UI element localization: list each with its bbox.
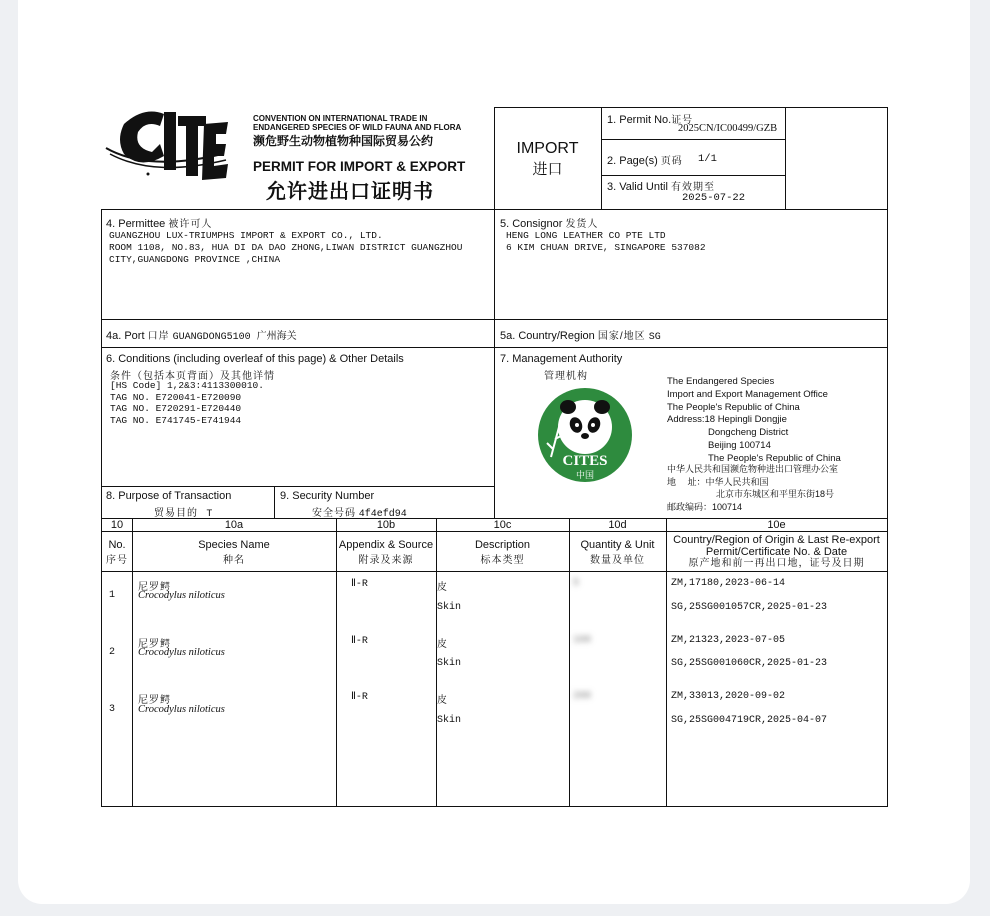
conditions-label-cn: 条件（包括本页背面）及其他详情	[110, 371, 275, 382]
permit-title-cn: 允许进出口证明书	[266, 181, 434, 203]
row-species-cn: 尼罗鳄	[138, 582, 171, 593]
col-num-10b: 10b	[376, 519, 396, 531]
row-origin: ZM,33013,2020-09-02	[671, 691, 786, 702]
security-label: 9. Security Number	[280, 490, 375, 502]
header-origin: Country/Region of Origin & Last Re-export Permit/Certificate No. & Date 原产地和前一再出口地，证号及日期	[673, 534, 880, 569]
authority-address-en: The Endangered Species Import and Export Management Office The People's Republic of China Address:18 Hepingli Dongjie Dongcheng District Beijing 100714 The People's Republic of China	[667, 376, 841, 464]
pages-value: 1/1	[698, 153, 717, 165]
permit-no-value: 2025CN/IC00499/GZB	[678, 123, 778, 134]
row-appendix: Ⅱ-R	[351, 636, 368, 647]
header-description: Description 标本类型	[474, 539, 531, 566]
row-no: 2	[109, 647, 116, 658]
purpose-label: 8. Purpose of Transaction	[106, 490, 232, 502]
cites-logo	[104, 104, 236, 184]
country-field: 5a. Country/Region 国家/地区 SG	[500, 330, 661, 343]
row-desc-en: Skin	[437, 602, 462, 613]
header-appendix: Appendix & Source 附录及来源	[338, 539, 434, 566]
row-quantity: 100	[573, 635, 592, 646]
seal-text: CITES	[562, 453, 608, 469]
row-origin: ZM,21323,2023-07-05	[671, 635, 786, 646]
col-num-10a: 10a	[224, 519, 244, 531]
row-appendix: Ⅱ-R	[351, 692, 368, 703]
row-desc-cn: 皮	[437, 695, 447, 706]
security-value: 安全号码 4f4efd94	[312, 508, 407, 520]
row-species: Crocodylus niloticus	[138, 647, 225, 658]
seal-sub: 中国	[575, 471, 595, 481]
row-origin: ZM,17180,2023-06-14	[671, 578, 786, 589]
row-species: Crocodylus niloticus	[138, 704, 225, 715]
row-species-cn: 尼罗鳄	[138, 639, 171, 650]
row-desc-en: Skin	[437, 658, 462, 669]
row-desc-cn: 皮	[437, 582, 447, 593]
authority-label-cn: 管理机构	[544, 371, 588, 382]
row-species: Crocodylus niloticus	[138, 590, 225, 601]
col-num-10e: 10e	[767, 519, 786, 531]
convention-text: CONVENTION ON INTERNATIONAL TRADE IN ENDANGERED SPECIES OF WILD FAUNA AND FLORA	[253, 114, 462, 132]
col-num-10c: 10c	[493, 519, 512, 531]
permit-title-en: PERMIT FOR IMPORT & EXPORT	[253, 159, 466, 174]
purpose-value: 贸易目的 T	[154, 508, 213, 520]
port-field: 4a. Port 口岸 GUANGDONG5100 广州海关	[106, 330, 297, 343]
row-reexport: SG,25SG001060CR,2025-01-23	[671, 658, 828, 669]
permit-type: IMPORT 进口	[516, 140, 579, 178]
col-num-10: 10	[110, 519, 124, 531]
header-species: Species Name 种名	[198, 539, 270, 566]
valid-until-value: 2025-07-22	[682, 192, 746, 204]
row-quantity: 200	[573, 691, 592, 702]
authority-label: 7. Management Authority	[500, 353, 623, 365]
row-no: 3	[109, 704, 116, 715]
conditions-label: 6. Conditions (including overleaf of this page) & Other Details	[106, 353, 404, 365]
consignor-label: 5. Consignor 发货人	[500, 218, 599, 230]
permittee-label: 4. Permittee 被许可人	[106, 218, 213, 230]
row-desc-en: Skin	[437, 715, 462, 726]
conditions-details: [HS Code] 1,2&3:4113300010. TAG NO. E720041-E720090 TAG NO. E720291-E720440 TAG NO. E741745-E741944	[110, 380, 264, 426]
col-num-10d: 10d	[608, 519, 627, 531]
authority-address-cn: 中华人民共和国濒危物种进出口管理办公室 地 址：中华人民共和国 北京市东城区和平里东街18号 邮政编码：100714	[667, 464, 839, 512]
row-desc-cn: 皮	[437, 639, 447, 650]
convention-text-cn: 濒危野生动物植物种国际贸易公约	[253, 134, 434, 148]
header-quantity: Quantity & Unit 数量及单位	[580, 539, 655, 566]
consignor-address: HENG LONG LEATHER CO PTE LTD 6 KIM CHUAN DRIVE, SINGAPORE 537082	[506, 230, 706, 253]
valid-until-label: 3. Valid Until 有效期至	[607, 181, 715, 193]
row-reexport: SG,25SG001057CR,2025-01-23	[671, 602, 828, 613]
row-species-cn: 尼罗鳄	[138, 695, 171, 706]
header-no: No. 序号	[106, 539, 128, 566]
row-reexport: SG,25SG004719CR,2025-04-07	[671, 715, 828, 726]
row-no: 1	[109, 590, 116, 601]
row-quantity: 5	[573, 578, 580, 589]
permittee-address: GUANGZHOU LUX-TRIUMPHS IMPORT & EXPORT CO., LTD. ROOM 1108, NO.83, HUA DI DA DAO ZHONG,LIWAN DISTRICT GUANGZHOU CITY,GUANGDONG PROVINCE ,CHINA	[109, 230, 463, 265]
pages-label: 2. Page(s) 页码	[607, 155, 683, 167]
permit-no-label: 1. Permit No.证号	[607, 114, 694, 126]
cites-china-seal	[537, 387, 633, 483]
row-appendix: Ⅱ-R	[351, 579, 368, 590]
